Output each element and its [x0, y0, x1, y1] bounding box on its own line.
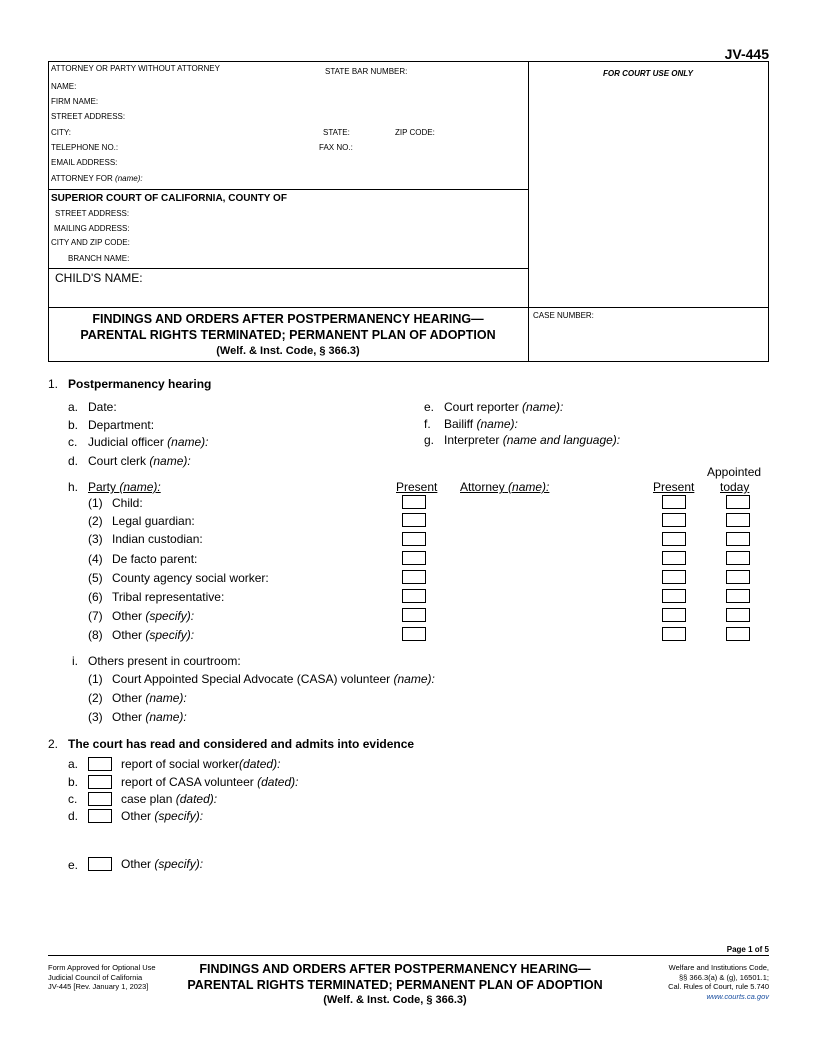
child-appointed-checkbox[interactable]	[726, 495, 750, 509]
party-row-other-1: (7) Other (specify):	[88, 609, 195, 623]
footer-left-block: Form Approved for Optional Use Judicial Council of California JV-445 [Rev. January 1, 2023]	[48, 963, 156, 991]
court-title: SUPERIOR COURT OF CALIFORNIA, COUNTY OF	[51, 193, 287, 204]
appointed-header: Appointed	[707, 465, 762, 479]
footer-rule	[48, 955, 769, 956]
caption-divider	[528, 61, 529, 362]
evidence-case-plan-checkbox[interactable]	[88, 792, 112, 806]
name-field-label[interactable]: NAME:	[51, 82, 77, 91]
party-header: h. Party (name):	[68, 480, 161, 494]
evidence-other-d-label: Other (specify):	[121, 809, 204, 823]
evidence-other-e-checkbox[interactable]	[88, 857, 112, 871]
party-row-indian-custodian: (3) Indian custodian:	[88, 532, 203, 546]
party-row-de-facto-parent: (4) De facto parent:	[88, 552, 198, 566]
court-branch-label[interactable]: BRANCH NAME:	[68, 254, 130, 263]
others-other-1-label[interactable]: (2) Other (name):	[88, 691, 187, 705]
evidence-item-a-letter: a.	[68, 757, 79, 771]
social-worker-appointed-checkbox[interactable]	[726, 570, 750, 584]
section2-title: The court has read and considered and admits into evidence	[68, 737, 415, 751]
attorney-for-field-label[interactable]: ATTORNEY FOR (name):	[51, 174, 143, 183]
social-worker-attorney-present-checkbox[interactable]	[662, 570, 686, 584]
evidence-other-d-checkbox[interactable]	[88, 809, 112, 823]
court-mailing-label[interactable]: MAILING ADDRESS:	[54, 224, 130, 233]
evidence-social-worker-checkbox[interactable]	[88, 757, 112, 771]
social-worker-present-checkbox[interactable]	[402, 570, 426, 584]
fax-field-label[interactable]: FAX NO.:	[319, 143, 353, 152]
attorney-header: Attorney (name):	[460, 480, 550, 494]
tribal-present-checkbox[interactable]	[402, 589, 426, 603]
other1-appointed-checkbox[interactable]	[726, 608, 750, 622]
court-city-label[interactable]: CITY AND ZIP CODE:	[51, 238, 130, 247]
defacto-appointed-checkbox[interactable]	[726, 551, 750, 565]
other1-attorney-present-checkbox[interactable]	[662, 608, 686, 622]
tribal-attorney-present-checkbox[interactable]	[662, 589, 686, 603]
interpreter-label[interactable]: g. Interpreter (name and language):	[424, 433, 621, 447]
hearing-date-label[interactable]: a. Date:	[68, 400, 117, 414]
evidence-item-b-letter: b.	[68, 775, 79, 789]
others-present-label: i. Others present in courtroom:	[72, 654, 241, 668]
tribal-appointed-checkbox[interactable]	[726, 589, 750, 603]
attorney-present-header: Present	[653, 480, 695, 494]
state-bar-label: STATE BAR NUMBER:	[325, 67, 408, 76]
attorney-label: ATTORNEY OR PARTY WITHOUT ATTORNEY	[51, 64, 220, 73]
bailiff-label[interactable]: f. Bailiff (name):	[424, 417, 518, 431]
evidence-casa-checkbox[interactable]	[88, 775, 112, 789]
street-address-field-label[interactable]: STREET ADDRESS:	[51, 112, 126, 121]
footer-title-line2: PARENTAL RIGHTS TERMINATED; PERMANENT PLAN OF ADOPTION	[187, 978, 603, 992]
telephone-field-label[interactable]: TELEPHONE NO.:	[51, 143, 119, 152]
firm-name-field-label[interactable]: FIRM NAME:	[51, 97, 99, 106]
others-other-2-label[interactable]: (3) Other (name):	[88, 710, 187, 724]
section2-number: 2.	[48, 737, 59, 751]
custodian-appointed-checkbox[interactable]	[726, 532, 750, 546]
case-number-label[interactable]: CASE NUMBER:	[533, 311, 594, 320]
form-id: JV-445	[724, 46, 769, 62]
form-title-line2: PARENTAL RIGHTS TERMINATED; PERMANENT PLAN OF ADOPTION	[80, 328, 496, 342]
other1-present-checkbox[interactable]	[402, 608, 426, 622]
other2-present-checkbox[interactable]	[402, 627, 426, 641]
page-number: Page 1 of 5	[726, 945, 769, 954]
evidence-item-d-letter: d.	[68, 809, 79, 823]
party-row-social-worker: (5) County agency social worker:	[88, 571, 269, 585]
party-row-other-2: (8) Other (specify):	[88, 628, 195, 642]
evidence-other-e-label: Other (specify):	[121, 857, 204, 871]
defacto-attorney-present-checkbox[interactable]	[662, 551, 686, 565]
court-reporter-label[interactable]: e. Court reporter (name):	[424, 400, 564, 414]
other2-appointed-checkbox[interactable]	[726, 627, 750, 641]
guardian-attorney-present-checkbox[interactable]	[662, 513, 686, 527]
evidence-item-c-letter: c.	[68, 792, 78, 806]
guardian-appointed-checkbox[interactable]	[726, 513, 750, 527]
section1-title: Postpermanency hearing	[68, 377, 212, 391]
casa-volunteer-label[interactable]: (1) Court Appointed Special Advocate (CASA) volunteer (name):	[88, 672, 435, 686]
other2-attorney-present-checkbox[interactable]	[662, 627, 686, 641]
present-header: Present	[396, 480, 438, 494]
footer-right-block: Welfare and Institutions Code, §§ 366.3(a) & (g), 16501.1; Cal. Rules of Court, rule 5.740 www.courts.ca.gov	[668, 963, 769, 1001]
hearing-department-label[interactable]: b. Department:	[68, 418, 155, 432]
party-row-tribal-rep: (6) Tribal representative:	[88, 590, 225, 604]
judicial-officer-label[interactable]: c. Judicial officer (name):	[68, 435, 209, 449]
child-attorney-present-checkbox[interactable]	[662, 495, 686, 509]
child-present-checkbox[interactable]	[402, 495, 426, 509]
city-field-label[interactable]: CITY:	[51, 128, 72, 137]
court-use-label: FOR COURT USE ONLY	[603, 69, 693, 78]
court-clerk-label[interactable]: d. Court clerk (name):	[68, 454, 191, 468]
court-street-label[interactable]: STREET ADDRESS:	[55, 209, 130, 218]
guardian-present-checkbox[interactable]	[402, 513, 426, 527]
footer-title-line1: FINDINGS AND ORDERS AFTER POSTPERMANENCY HEARING—	[199, 962, 591, 976]
evidence-item-e-letter: e.	[68, 858, 79, 872]
evidence-casa-label: report of CASA volunteer (dated):	[121, 775, 299, 789]
child-name-label[interactable]: CHILD'S NAME:	[55, 271, 143, 285]
courts-website-link[interactable]: www.courts.ca.gov	[706, 991, 769, 1001]
evidence-case-plan-label: case plan (dated):	[121, 792, 218, 806]
party-row-legal-guardian: (2) Legal guardian:	[88, 514, 195, 528]
appointed-today-header: today	[720, 480, 750, 494]
footer-title-line3: (Welf. & Inst. Code, § 366.3)	[323, 994, 467, 1006]
zip-field-label[interactable]: ZIP CODE:	[395, 128, 435, 137]
evidence-social-worker-label: report of social worker(dated):	[121, 757, 281, 771]
defacto-present-checkbox[interactable]	[402, 551, 426, 565]
state-field-label[interactable]: STATE:	[323, 128, 350, 137]
custodian-present-checkbox[interactable]	[402, 532, 426, 546]
form-title-line3: (Welf. & Inst. Code, § 366.3)	[216, 345, 360, 357]
form-title-line1: FINDINGS AND ORDERS AFTER POSTPERMANENCY HEARING—	[92, 312, 484, 326]
party-row-child: (1) Child:	[88, 496, 143, 510]
custodian-attorney-present-checkbox[interactable]	[662, 532, 686, 546]
email-field-label[interactable]: EMAIL ADDRESS:	[51, 158, 118, 167]
section1-number: 1.	[48, 377, 59, 391]
